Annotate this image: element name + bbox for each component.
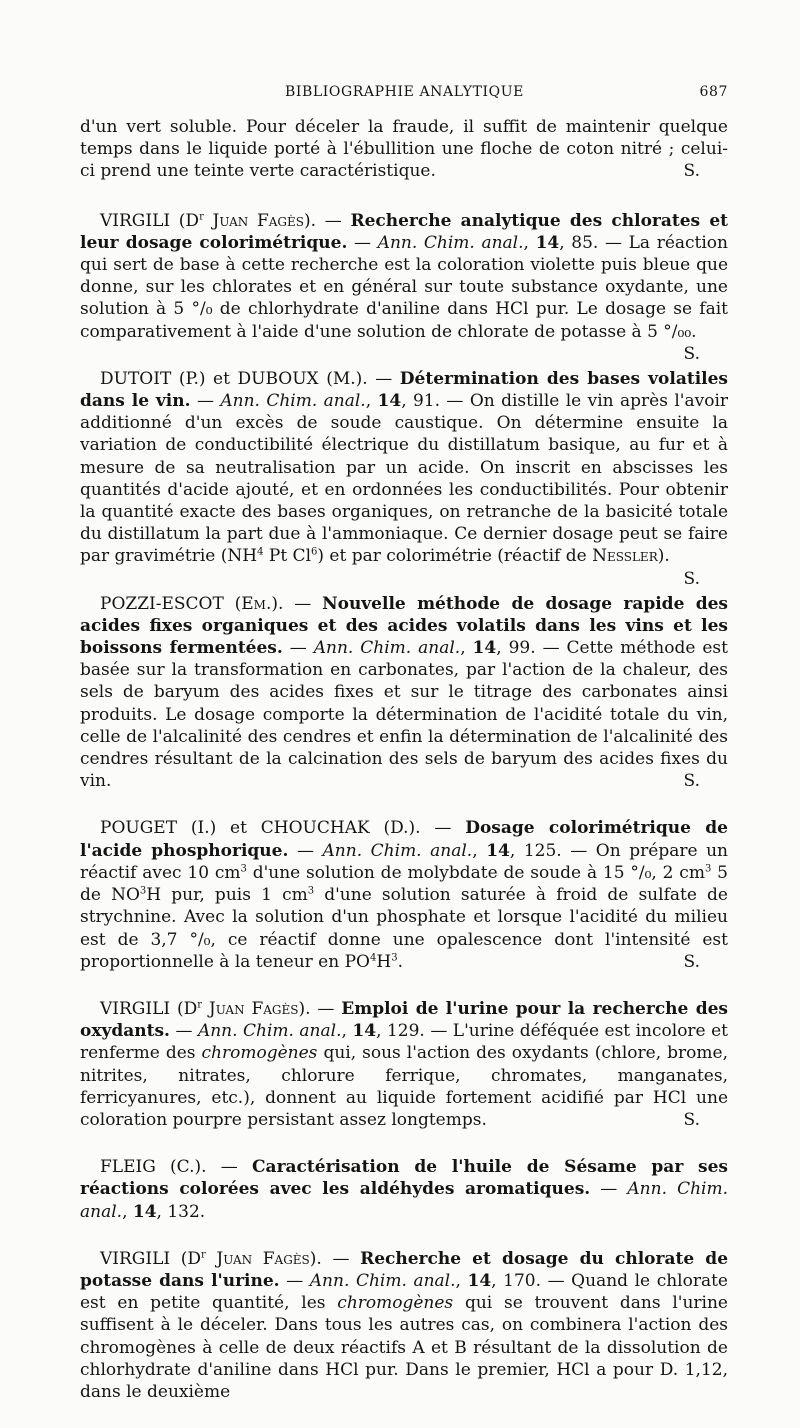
entry-body: — On prépare un réactif avec 10 $cm^3$ d'une solution de molybdate de soude à 15 °/₀, 2 $cm^3$ 5 de $NO^3H$ pur, puis 1 $cm^3$ d'une solution saturée à froid de sulfate de strychnine. Avec la solution d'un phosphate et lorsque l'acidité du milieu est de 3,7 °/₀, ce réactif donne une opalescence dont l'intensité est proportionnelle à la teneur en $PO^4H^3$. bbox=[80, 840, 728, 972]
entry-title: Dosage colorimétrique de l'acide phosphorique. bbox=[80, 818, 728, 861]
entry-author: VIRGILI ($D^r$ Juan Fagès). — bbox=[100, 998, 342, 1019]
signature: S. bbox=[683, 568, 700, 589]
entry-body: — La réaction qui sert de base à cette recherche est la coloration violette puis bleue que donne, sur les chlorates et en général sur toute substance oxydante, une solution à 5 °/₀ de chlorhydrate d'aniline dans HCl pur. Le dosage se fait comparativement à l'aide d'une solution de chlorate de potasse à 5 °/₀₀. bbox=[80, 232, 728, 342]
page-number: 687 bbox=[699, 84, 728, 100]
signature: S. bbox=[683, 161, 700, 182]
header-title: BIBLIOGRAPHIE ANALYTIQUE bbox=[285, 84, 524, 100]
entry-pouget-chouchak: POUGET (I.) et CHOUCHAK (D.). — Dosage colorimétrique de l'acide phosphorique. — Ann. Chim. anal., 14, 125. — On prépare un réactif avec 10 $cm^3$ d'une solution de molybdate de soude à 15 °/₀, 2 $cm^3$ 5 de $NO^3H$ pur, puis 1 $cm^3$ d'une solution saturée à froid de sulfate de strychnine. Avec la solution d'un phosphate et lorsque l'acidité du milieu est de 3,7 °/₀, ce réactif donne une opalescence dont l'intensité est proportionnelle à la teneur en $PO^4H^3$. S. bbox=[80, 818, 728, 972]
entry-title: Recherche analytique des chlorates et leur dosage colorimétrique. bbox=[80, 210, 728, 253]
journal-ref: Ann. Chim. anal. bbox=[322, 840, 473, 861]
entry-body: — Cette méthode est basée sur la transformation en carbonates, par l'action de la chaleur, des sels de baryum des acides fixes et sur le titrage des carbonates ainsi produits. Le dosage comporte la détermination de l'acidité totale du vin, celle de l'alcalinité des cendres et enfin la détermination de l'alcalinité des cendres résultant de la calcination des sels de baryum des acides fixes du vin. bbox=[80, 638, 728, 792]
entry-title: Nouvelle méthode de dosage rapide des acides fixes organiques et des acides volatils dans les vins et les boissons fermentées. bbox=[80, 593, 728, 659]
entry-title: Recherche et dosage du chlorate de potasse dans l'urine. bbox=[80, 1248, 729, 1291]
entry-title: Détermination des bases volatiles dans le vin. bbox=[80, 368, 729, 412]
entry-author: VIRGILI ($D^r$ Juan Fagès). — bbox=[100, 1248, 361, 1269]
entry-title: Emploi de l'urine pour la recherche des oxydants. bbox=[80, 998, 729, 1042]
journal-ref: Ann. Chim. anal. bbox=[80, 1179, 728, 1222]
entry-title: Caractérisation de l'huile de Sésame par ses réactions colorées avec les aldéhydes aromatiques. bbox=[80, 1157, 728, 1200]
journal-ref: Ann. Chim. anal. bbox=[309, 1270, 456, 1291]
signature: S. bbox=[683, 951, 700, 972]
entry-author: VIRGILI ($D^r$ Juan Fagès). — bbox=[100, 210, 351, 231]
entry-author: DUTOIT (P.) et DUBOUX (M.). — bbox=[100, 368, 400, 389]
entry-body: — L'urine déféquée est incolore et renferme des chromogènes qui, sous l'action des oxydants (chlore, brome, nitrites, nitrates, chlorure ferrique, chromates, manganates, ferricyanures, etc.), donnent au liquide fortement acidifié par HCl une coloration pourpre persistant assez longtemps. bbox=[80, 1021, 728, 1130]
journal-ref: Ann. Chim. anal. bbox=[197, 1021, 342, 1042]
entry-dutoit-duboux: DUTOIT (P.) et DUBOUX (M.). — Détermination des bases volatiles dans le vin. — Ann. Chim. anal., 14, 91. — On distille le vin après l'avoir additionné d'un excès de soude caustique. On détermine ensuite la variation de conductibilité électrique du distillatum basique, au fur et à mesure de sa neutralisation par un acide. On inscrit en abscisses les quantités d'acide ajouté, et en ordonnées les conductibilités. Pour obtenir la quantité exacte des bases organiques, on retranche de la basicité totale du distillatum la part due à l'ammoniaque. Ce dernier dosage peut se faire par gravimétrie ($NH^4$ Pt Cl$^6$) et par colorimétrie (réactif de Nessler). S. bbox=[80, 368, 729, 589]
entry-continuation: d'un vert soluble. Pour déceler la fraude, il suffit de maintenir quelque temps dans le liquide porté à l'ébullition une floche de coton nitré ; celui-ci prend une teinte verte caractéristique. S. bbox=[80, 117, 728, 182]
journal-ref: Ann. Chim. anal. bbox=[377, 232, 524, 253]
journal-ref: Ann. Chim. anal. bbox=[313, 638, 461, 659]
entry-pozzi-escot: POZZI-ESCOT (Em.). — Nouvelle méthode de dosage rapide des acides fixes organiques et des acides volatils dans les vins et les boissons fermentées. — Ann. Chim. anal., 14, 99. — Cette méthode est basée sur la transformation en carbonates, par l'action de la chaleur, des sels de baryum des acides fixes et sur le titrage des carbonates ainsi produits. Le dosage comporte la détermination de l'acidité totale du vin, celle de l'alcalinité des cendres et enfin la détermination de l'alcalinité des cendres résultant de la calcination des sels de baryum des acides fixes du vin. S. bbox=[80, 593, 728, 792]
journal-ref: Ann. Chim. anal. bbox=[220, 391, 366, 412]
entry-virgili-chlorate-urine: VIRGILI ($D^r$ Juan Fagès). — Recherche et dosage du chlorate de potasse dans l'urine. — Ann. Chim. anal., 14, 170. — Quand le chlorate est en petite quantité, les chromogènes qui se trouvent dans l'urine suffisent à le déceler. Dans tous les autres cas, on combinera l'action des chromogènes à celle de deux réactifs A et B résultant de la dissolution de chlorhydrate d'aniline dans HCl pur. Dans le premier, HCl a pour D. 1,12, dans le deuxième bbox=[80, 1248, 729, 1402]
page-body bbox=[80, 116, 728, 1428]
entry-body: — On distille le vin après l'avoir additionné d'un excès de soude caustique. On détermine ensuite la variation de conductibilité électrique du distillatum basique, au fur et à mesure de sa neutralisation par un acide. On inscrit en abscisses les quantités d'acide ajouté, et en ordonnées les conductibilités. Pour obtenir la quantité exacte des bases organiques, on retranche de la basicité totale du distillatum la part due à l'ammoniaque. Ce dernier dosage peut se faire par gravimétrie ($NH^4$ Pt Cl$^6$) et par colorimétrie (réactif de Nessler). bbox=[80, 391, 729, 567]
signature: S. bbox=[683, 1109, 700, 1130]
entry-virgili-chlorates: VIRGILI ($D^r$ Juan Fagès). — Recherche analytique des chlorates et leur dosage colorimétrique. — Ann. Chim. anal., 14, 85. — La réaction qui sert de base à cette recherche est la coloration violette puis bleue que donne, sur les chlorates et en général sur toute substance oxydante, une solution à 5 °/₀ de chlorhydrate d'aniline dans HCl pur. Le dosage se fait comparativement à l'aide d'une solution de chlorate de potasse à 5 °/₀₀. S. bbox=[80, 210, 728, 364]
entry-author: FLEIG (C.). — bbox=[100, 1157, 253, 1178]
entry-body: — Quand le chlorate est en petite quantité, les chromogènes qui se trouvent dans l'urine suffisent à le déceler. Dans tous les autres cas, on combinera l'action des chromogènes à celle de deux réactifs A et B résultant de la dissolution de chlorhydrate d'aniline dans HCl pur. Dans le premier, HCl a pour D. 1,12, dans le deuxième bbox=[80, 1270, 728, 1402]
running-header bbox=[80, 84, 728, 106]
entry-fleig: FLEIG (C.). — Caractérisation de l'huile de Sésame par ses réactions colorées avec les aldéhydes aromatiques. — Ann. Chim. anal., 14, 132. bbox=[80, 1157, 728, 1222]
signature: S. bbox=[683, 771, 700, 792]
signature: S. bbox=[683, 343, 700, 364]
entry-virgili-urine-oxydants: VIRGILI ($D^r$ Juan Fagès). — Emploi de l'urine pour la recherche des oxydants. — Ann. Chim. anal., 14, 129. — L'urine déféquée est incolore et renferme des chromogènes qui, sous l'action des oxydants (chlore, brome, nitrites, nitrates, chlorure ferrique, chromates, manganates, ferricyanures, etc.), donnent au liquide fortement acidifié par HCl une coloration pourpre persistant assez longtemps. S. bbox=[80, 998, 729, 1130]
entry-author: POUGET (I.) et CHOUCHAK (D.). — bbox=[100, 818, 466, 839]
entry-author: POZZI-ESCOT (Em.). — bbox=[100, 593, 323, 614]
